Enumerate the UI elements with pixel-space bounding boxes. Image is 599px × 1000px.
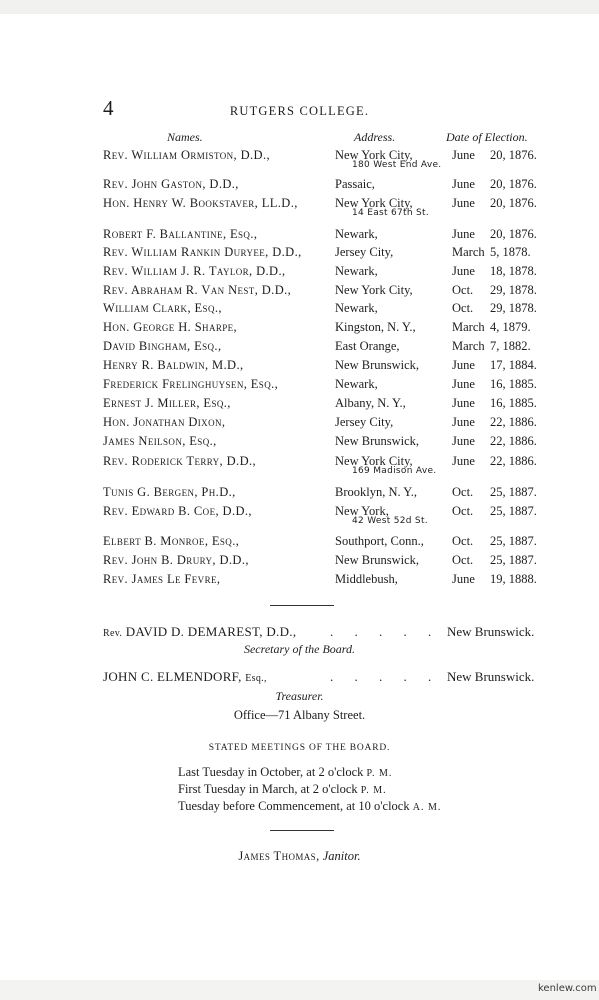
member-row: [0, 502, 599, 526]
member-row: [0, 225, 599, 243]
election-month: Oct.: [452, 534, 474, 548]
member-name: Rev. William J. R. Taylor, D.D.,: [103, 264, 286, 278]
page-bottom-edge: [0, 980, 599, 1000]
column-header-date: Date of Election.: [446, 130, 528, 144]
member-row: [0, 570, 599, 588]
election-date: 16, 1885.: [490, 396, 537, 410]
election-date: 22, 1886.: [490, 415, 537, 429]
meeting-text: Tuesday before Commencement, at 10 o'clock: [178, 799, 413, 813]
member-row: [0, 483, 599, 501]
meeting-line: [178, 782, 387, 797]
treasurer-office: Office—71 Albany Street.: [233, 708, 366, 722]
member-address: New Brunswick,: [335, 553, 420, 567]
member-address: Passaic,: [335, 177, 375, 191]
election-date: 25, 1887.: [490, 553, 537, 567]
election-month: June: [452, 148, 475, 162]
member-row: [0, 413, 599, 431]
page-top-edge: [0, 0, 599, 14]
member-name: Henry R. Baldwin, M.D.,: [103, 358, 244, 372]
member-address: Newark,: [335, 377, 378, 391]
janitor-name: James Thomas,: [238, 849, 320, 863]
member-name: Rev. John Gaston, D.D.,: [103, 177, 239, 191]
election-month: Oct.: [452, 301, 474, 315]
election-date: 7, 1882.: [490, 339, 531, 353]
member-name: Hon. Henry W. Bookstaver, LL.D.,: [103, 196, 298, 210]
meeting-text: Last Tuesday in October, at 2 o'clock: [178, 765, 367, 779]
election-date: 20, 1876.: [490, 177, 537, 191]
election-month: June: [452, 396, 475, 410]
election-date: 25, 1887.: [490, 504, 537, 518]
member-name: Rev. John B. Drury, D.D.,: [103, 553, 249, 567]
election-date: 29, 1878.: [490, 283, 537, 297]
member-name: David Bingham, Esq.,: [103, 339, 222, 353]
election-date: 20, 1876.: [490, 148, 537, 162]
member-name: James Neilson, Esq.,: [103, 434, 217, 448]
member-address: Southport, Conn.,: [335, 534, 424, 548]
member-row: [0, 432, 599, 450]
election-date: 25, 1887.: [490, 534, 537, 548]
meeting-time: A. M.: [412, 802, 442, 813]
election-date: 20, 1876.: [490, 227, 537, 241]
member-row: [0, 375, 599, 393]
election-month: June: [452, 434, 475, 448]
meeting-time: P. M.: [366, 768, 393, 779]
secretary-name: [103, 624, 296, 640]
election-month: Oct.: [452, 553, 474, 567]
treasurer-name-text: JOHN C. ELMENDORF,: [103, 669, 242, 684]
member-street-address: 180 West End Ave.: [352, 160, 442, 170]
member-row: [0, 299, 599, 317]
member-name: Hon. George H. Sharpe,: [103, 320, 238, 334]
member-name: Ernest J. Miller, Esq.,: [103, 396, 231, 410]
election-date: 18, 1878.: [490, 264, 537, 278]
member-address: Jersey City,: [335, 245, 394, 259]
member-name: Frederick Frelinghuysen, Esq.,: [103, 377, 279, 391]
election-month: June: [452, 358, 475, 372]
member-row: [0, 175, 599, 193]
member-address: New York City,: [335, 454, 413, 468]
member-address: East Orange,: [335, 339, 400, 353]
column-header-address: Address.: [354, 130, 396, 144]
election-date: 4, 1879.: [490, 320, 531, 334]
column-header-names: Names.: [167, 130, 203, 144]
secretary-prefix: Rev.: [103, 628, 123, 639]
member-row: [0, 262, 599, 280]
secretary-place: New Brunswick.: [447, 624, 535, 639]
member-name: William Clark, Esq.,: [103, 301, 222, 315]
election-date: 25, 1887.: [490, 485, 537, 499]
election-month: Oct.: [452, 283, 474, 297]
election-month: June: [452, 454, 475, 468]
member-street-address: 14 East 67th St.: [352, 208, 430, 218]
member-address: Albany, N. Y.,: [335, 396, 406, 410]
member-address: New Brunswick,: [335, 434, 420, 448]
member-name: Tunis G. Bergen, Ph.D.,: [103, 485, 236, 499]
member-address: Kingston, N. Y.,: [335, 320, 416, 334]
member-row: [0, 551, 599, 569]
secretary-name-text: DAVID D. DEMAREST, D.D.,: [125, 624, 297, 639]
leader-dots: . . . . . .: [330, 669, 465, 684]
member-address: New York City,: [335, 196, 413, 210]
member-street-address: 42 West 52d St.: [352, 516, 428, 526]
member-name: Rev. William Ormiston, D.D.,: [103, 148, 271, 162]
treasurer-place: New Brunswick.: [447, 669, 535, 684]
member-name: Rev. Abraham R. Van Nest, D.D.,: [103, 283, 292, 297]
meeting-time: P. M.: [360, 785, 387, 796]
election-date: 22, 1886.: [490, 454, 537, 468]
member-address: New Brunswick,: [335, 358, 420, 372]
member-name: Rev. William Rankin Duryee, D.D.,: [103, 245, 302, 259]
member-row: [0, 281, 599, 299]
member-address: Brooklyn, N. Y.,: [335, 485, 417, 499]
treasurer-role: Treasurer.: [275, 689, 324, 703]
member-row: [0, 532, 599, 550]
treasurer-name: [103, 669, 267, 685]
election-date: 20, 1876.: [490, 196, 537, 210]
member-row: [0, 318, 599, 336]
election-month: March: [452, 245, 485, 259]
election-date: 17, 1884.: [490, 358, 537, 372]
election-date: 22, 1886.: [490, 434, 537, 448]
meeting-text: First Tuesday in March, at 2 o'clock: [178, 782, 361, 796]
member-name: Rev. Edward B. Coe, D.D.,: [103, 504, 252, 518]
election-month: June: [452, 415, 475, 429]
election-month: June: [452, 196, 475, 210]
member-row: [0, 337, 599, 355]
member-address: New York,: [335, 504, 389, 518]
member-row: [0, 194, 599, 218]
election-date: 29, 1878.: [490, 301, 537, 315]
election-month: June: [452, 177, 475, 191]
member-row: [0, 394, 599, 412]
member-row: [0, 452, 599, 476]
janitor-role: Janitor.: [322, 849, 361, 863]
election-date: 16, 1885.: [490, 377, 537, 391]
election-date: 5, 1878.: [490, 245, 531, 259]
meetings-heading: STATED MEETINGS OF THE BOARD.: [208, 743, 391, 753]
member-address: Newark,: [335, 227, 378, 241]
member-address: Newark,: [335, 264, 378, 278]
treasurer-suffix: Esq.,: [245, 673, 267, 684]
member-address: New York City,: [335, 148, 413, 162]
section-divider: [270, 605, 334, 606]
member-name: Robert F. Ballantine, Esq.,: [103, 227, 258, 241]
election-date: 19, 1888.: [490, 572, 537, 586]
member-address: New York City,: [335, 283, 413, 297]
election-month: June: [452, 264, 475, 278]
running-title: RUTGERS COLLEGE.: [229, 104, 370, 118]
member-name: Elbert B. Monroe, Esq.,: [103, 534, 240, 548]
watermark: kenlew.com: [538, 983, 597, 994]
meeting-line: [178, 799, 441, 814]
meeting-line: [178, 765, 392, 780]
member-row: [0, 243, 599, 261]
member-name: Rev. Roderick Terry, D.D.,: [103, 454, 257, 468]
member-address: Jersey City,: [335, 415, 394, 429]
member-name: Rev. James Le Fevre,: [103, 572, 221, 586]
member-row: [0, 356, 599, 374]
election-month: June: [452, 227, 475, 241]
member-row: [0, 146, 599, 170]
section-divider: [270, 830, 334, 831]
secretary-role: Secretary of the Board.: [243, 642, 356, 656]
member-address: Newark,: [335, 301, 378, 315]
member-name: Hon. Jonathan Dixon,: [103, 415, 226, 429]
election-month: June: [452, 572, 475, 586]
election-month: March: [452, 320, 485, 334]
member-street-address: 169 Madison Ave.: [352, 466, 437, 476]
election-month: June: [452, 377, 475, 391]
member-address: Middlebush,: [335, 572, 398, 586]
election-month: Oct.: [452, 485, 474, 499]
janitor-line: [0, 849, 599, 864]
leader-dots: . . . . .: [330, 624, 441, 639]
page-number: 4: [103, 96, 114, 120]
election-month: March: [452, 339, 485, 353]
election-month: Oct.: [452, 504, 474, 518]
